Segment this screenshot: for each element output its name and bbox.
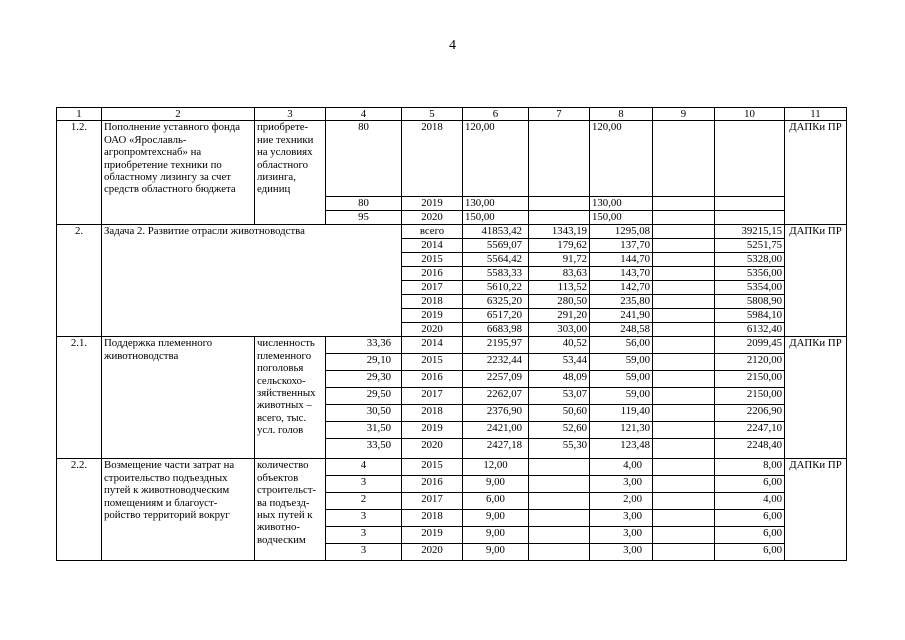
- local-amount-cell: [653, 476, 715, 493]
- table-row: [57, 459, 847, 476]
- total-amount-cell: 41853,42: [463, 225, 529, 239]
- year-cell: 2018: [402, 510, 463, 527]
- other-amount-cell: 5356,00: [715, 267, 785, 281]
- total-amount-cell: 6517,20: [463, 309, 529, 323]
- year-cell: 2018: [402, 405, 463, 422]
- other-amount-cell: 5354,00: [715, 281, 785, 295]
- year-cell: всего: [402, 225, 463, 239]
- regional-amount-cell: 144,70: [590, 253, 653, 267]
- row-unit-cell: количество объектов строительст-ва подъезд-ных путей к животно-водческим: [255, 459, 326, 561]
- other-amount-cell: 2099,45: [715, 337, 785, 354]
- regional-amount-cell: 3,00: [590, 510, 653, 527]
- other-amount-cell: 6,00: [715, 476, 785, 493]
- year-cell: 2020: [402, 323, 463, 337]
- total-amount-cell: 2262,07: [463, 388, 529, 405]
- column-header: 7: [529, 108, 590, 121]
- indicator-value-cell: 3: [326, 510, 402, 527]
- total-amount-cell: 150,00: [463, 211, 529, 225]
- indicator-value-cell: 29,50: [326, 388, 402, 405]
- executor-cell: ДАПКи ПР: [785, 225, 847, 337]
- total-amount-cell: 5583,33: [463, 267, 529, 281]
- row-name-cell: Задача 2. Развитие отрасли животноводства: [102, 225, 402, 337]
- total-amount-cell: 6,00: [463, 493, 529, 510]
- local-amount-cell: [653, 459, 715, 476]
- regional-amount-cell: 59,00: [590, 354, 653, 371]
- other-amount-cell: [715, 121, 785, 197]
- table-row: [57, 337, 847, 354]
- column-header: 6: [463, 108, 529, 121]
- column-header: 11: [785, 108, 847, 121]
- other-amount-cell: 5984,10: [715, 309, 785, 323]
- year-cell: 2016: [402, 476, 463, 493]
- row-unit-cell: численность племенного поголовья сельскохо-зяйственных животных – всего, тыс. усл. голов: [255, 337, 326, 459]
- other-amount-cell: 2150,00: [715, 388, 785, 405]
- other-amount-cell: 6,00: [715, 527, 785, 544]
- regional-amount-cell: 3,00: [590, 476, 653, 493]
- indicator-value-cell: 31,50: [326, 422, 402, 439]
- row-name-cell: Возмещение части затрат на строительство подъездных путей к животноводческим помещениям и благоуст-ройство территорий вокруг: [102, 459, 255, 561]
- federal-amount-cell: [529, 544, 590, 561]
- total-amount-cell: 2421,00: [463, 422, 529, 439]
- local-amount-cell: [653, 225, 715, 239]
- column-header: 1: [57, 108, 102, 121]
- regional-amount-cell: 137,70: [590, 239, 653, 253]
- year-cell: 2019: [402, 527, 463, 544]
- federal-amount-cell: 280,50: [529, 295, 590, 309]
- total-amount-cell: 9,00: [463, 527, 529, 544]
- year-cell: 2020: [402, 211, 463, 225]
- federal-amount-cell: 91,72: [529, 253, 590, 267]
- year-cell: 2018: [402, 295, 463, 309]
- regional-amount-cell: 235,80: [590, 295, 653, 309]
- federal-amount-cell: 48,09: [529, 371, 590, 388]
- total-amount-cell: 2232,44: [463, 354, 529, 371]
- column-header: 9: [653, 108, 715, 121]
- federal-amount-cell: [529, 510, 590, 527]
- year-cell: 2014: [402, 239, 463, 253]
- federal-amount-cell: 291,20: [529, 309, 590, 323]
- row-unit-cell: приобрете-ние техники на условиях областного лизинга, единиц: [255, 121, 326, 225]
- federal-amount-cell: 55,30: [529, 439, 590, 459]
- row-name-cell: Пополнение уставного фонда ОАО «Ярославль-агропромтехснаб» на приобретение техники по областному лизингу за счет средств областного бюджета: [102, 121, 255, 225]
- page-number: 4: [449, 38, 456, 53]
- federal-amount-cell: [529, 121, 590, 197]
- row-number-cell: 2.: [57, 225, 102, 337]
- other-amount-cell: 5808,90: [715, 295, 785, 309]
- local-amount-cell: [653, 354, 715, 371]
- total-amount-cell: 5569,07: [463, 239, 529, 253]
- local-amount-cell: [653, 197, 715, 211]
- other-amount-cell: 39215,15: [715, 225, 785, 239]
- local-amount-cell: [653, 295, 715, 309]
- federal-amount-cell: 303,00: [529, 323, 590, 337]
- indicator-value-cell: 3: [326, 544, 402, 561]
- total-amount-cell: 2427,18: [463, 439, 529, 459]
- other-amount-cell: 2206,90: [715, 405, 785, 422]
- total-amount-cell: 5610,22: [463, 281, 529, 295]
- total-amount-cell: 9,00: [463, 476, 529, 493]
- total-amount-cell: 9,00: [463, 544, 529, 561]
- indicator-value-cell: 3: [326, 527, 402, 544]
- other-amount-cell: 8,00: [715, 459, 785, 476]
- other-amount-cell: [715, 211, 785, 225]
- federal-amount-cell: [529, 476, 590, 493]
- row-number-cell: 2.2.: [57, 459, 102, 561]
- total-amount-cell: 2376,90: [463, 405, 529, 422]
- regional-amount-cell: 142,70: [590, 281, 653, 295]
- total-amount-cell: 9,00: [463, 510, 529, 527]
- local-amount-cell: [653, 267, 715, 281]
- other-amount-cell: 5251,75: [715, 239, 785, 253]
- local-amount-cell: [653, 510, 715, 527]
- indicator-value-cell: 95: [326, 211, 402, 225]
- other-amount-cell: 5328,00: [715, 253, 785, 267]
- executor-cell: ДАПКи ПР: [785, 337, 847, 459]
- program-table: [56, 107, 847, 561]
- other-amount-cell: 6,00: [715, 544, 785, 561]
- local-amount-cell: [653, 527, 715, 544]
- local-amount-cell: [653, 337, 715, 354]
- year-cell: 2015: [402, 253, 463, 267]
- federal-amount-cell: 52,60: [529, 422, 590, 439]
- total-amount-cell: 12,00: [463, 459, 529, 476]
- total-amount-cell: 120,00: [463, 121, 529, 197]
- federal-amount-cell: [529, 459, 590, 476]
- table-row: [57, 121, 847, 197]
- local-amount-cell: [653, 405, 715, 422]
- row-number-cell: 2.1.: [57, 337, 102, 459]
- federal-amount-cell: 53,44: [529, 354, 590, 371]
- regional-amount-cell: 1295,08: [590, 225, 653, 239]
- federal-amount-cell: 40,52: [529, 337, 590, 354]
- other-amount-cell: 2150,00: [715, 371, 785, 388]
- other-amount-cell: [715, 197, 785, 211]
- year-cell: 2020: [402, 439, 463, 459]
- year-cell: 2020: [402, 544, 463, 561]
- local-amount-cell: [653, 439, 715, 459]
- regional-amount-cell: 3,00: [590, 527, 653, 544]
- column-header: 10: [715, 108, 785, 121]
- federal-amount-cell: [529, 211, 590, 225]
- regional-amount-cell: 241,90: [590, 309, 653, 323]
- regional-amount-cell: 59,00: [590, 388, 653, 405]
- column-header: 4: [326, 108, 402, 121]
- indicator-value-cell: 29,30: [326, 371, 402, 388]
- year-cell: 2019: [402, 197, 463, 211]
- local-amount-cell: [653, 371, 715, 388]
- year-cell: 2016: [402, 267, 463, 281]
- year-cell: 2015: [402, 354, 463, 371]
- executor-cell: ДАПКи ПР: [785, 121, 847, 225]
- executor-cell: ДАПКи ПР: [785, 459, 847, 561]
- indicator-value-cell: 33,36: [326, 337, 402, 354]
- indicator-value-cell: 80: [326, 121, 402, 197]
- year-cell: 2019: [402, 422, 463, 439]
- federal-amount-cell: [529, 493, 590, 510]
- federal-amount-cell: 50,60: [529, 405, 590, 422]
- other-amount-cell: 2247,10: [715, 422, 785, 439]
- indicator-value-cell: 33,50: [326, 439, 402, 459]
- year-cell: 2017: [402, 281, 463, 295]
- indicator-value-cell: 4: [326, 459, 402, 476]
- local-amount-cell: [653, 281, 715, 295]
- regional-amount-cell: 130,00: [590, 197, 653, 211]
- regional-amount-cell: 248,58: [590, 323, 653, 337]
- regional-amount-cell: 150,00: [590, 211, 653, 225]
- federal-amount-cell: 53,07: [529, 388, 590, 405]
- regional-amount-cell: 123,48: [590, 439, 653, 459]
- local-amount-cell: [653, 422, 715, 439]
- column-header: 8: [590, 108, 653, 121]
- regional-amount-cell: 56,00: [590, 337, 653, 354]
- federal-amount-cell: [529, 197, 590, 211]
- other-amount-cell: 6132,40: [715, 323, 785, 337]
- regional-amount-cell: 4,00: [590, 459, 653, 476]
- year-cell: 2017: [402, 388, 463, 405]
- federal-amount-cell: [529, 527, 590, 544]
- local-amount-cell: [653, 544, 715, 561]
- indicator-value-cell: 3: [326, 476, 402, 493]
- year-cell: 2016: [402, 371, 463, 388]
- total-amount-cell: 6325,20: [463, 295, 529, 309]
- regional-amount-cell: 59,00: [590, 371, 653, 388]
- year-cell: 2014: [402, 337, 463, 354]
- federal-amount-cell: 179,62: [529, 239, 590, 253]
- federal-amount-cell: 1343,19: [529, 225, 590, 239]
- local-amount-cell: [653, 253, 715, 267]
- local-amount-cell: [653, 388, 715, 405]
- total-amount-cell: 130,00: [463, 197, 529, 211]
- other-amount-cell: 4,00: [715, 493, 785, 510]
- local-amount-cell: [653, 323, 715, 337]
- federal-amount-cell: 83,63: [529, 267, 590, 281]
- regional-amount-cell: 143,70: [590, 267, 653, 281]
- regional-amount-cell: 3,00: [590, 544, 653, 561]
- year-cell: 2018: [402, 121, 463, 197]
- local-amount-cell: [653, 121, 715, 197]
- column-header: 3: [255, 108, 326, 121]
- indicator-value-cell: 80: [326, 197, 402, 211]
- total-amount-cell: 2195,97: [463, 337, 529, 354]
- year-cell: 2019: [402, 309, 463, 323]
- other-amount-cell: 2120,00: [715, 354, 785, 371]
- regional-amount-cell: 119,40: [590, 405, 653, 422]
- total-amount-cell: 6683,98: [463, 323, 529, 337]
- table-row: [57, 225, 847, 239]
- local-amount-cell: [653, 493, 715, 510]
- indicator-value-cell: 2: [326, 493, 402, 510]
- year-cell: 2017: [402, 493, 463, 510]
- federal-amount-cell: 113,52: [529, 281, 590, 295]
- column-number-row: [57, 108, 847, 121]
- row-number-cell: 1.2.: [57, 121, 102, 225]
- regional-amount-cell: 120,00: [590, 121, 653, 197]
- year-cell: 2015: [402, 459, 463, 476]
- local-amount-cell: [653, 211, 715, 225]
- indicator-value-cell: 30,50: [326, 405, 402, 422]
- row-name-cell: Поддержка племенного животноводства: [102, 337, 255, 459]
- column-header: 5: [402, 108, 463, 121]
- local-amount-cell: [653, 239, 715, 253]
- other-amount-cell: 2248,40: [715, 439, 785, 459]
- other-amount-cell: 6,00: [715, 510, 785, 527]
- regional-amount-cell: 2,00: [590, 493, 653, 510]
- column-header: 2: [102, 108, 255, 121]
- total-amount-cell: 2257,09: [463, 371, 529, 388]
- local-amount-cell: [653, 309, 715, 323]
- regional-amount-cell: 121,30: [590, 422, 653, 439]
- indicator-value-cell: 29,10: [326, 354, 402, 371]
- total-amount-cell: 5564,42: [463, 253, 529, 267]
